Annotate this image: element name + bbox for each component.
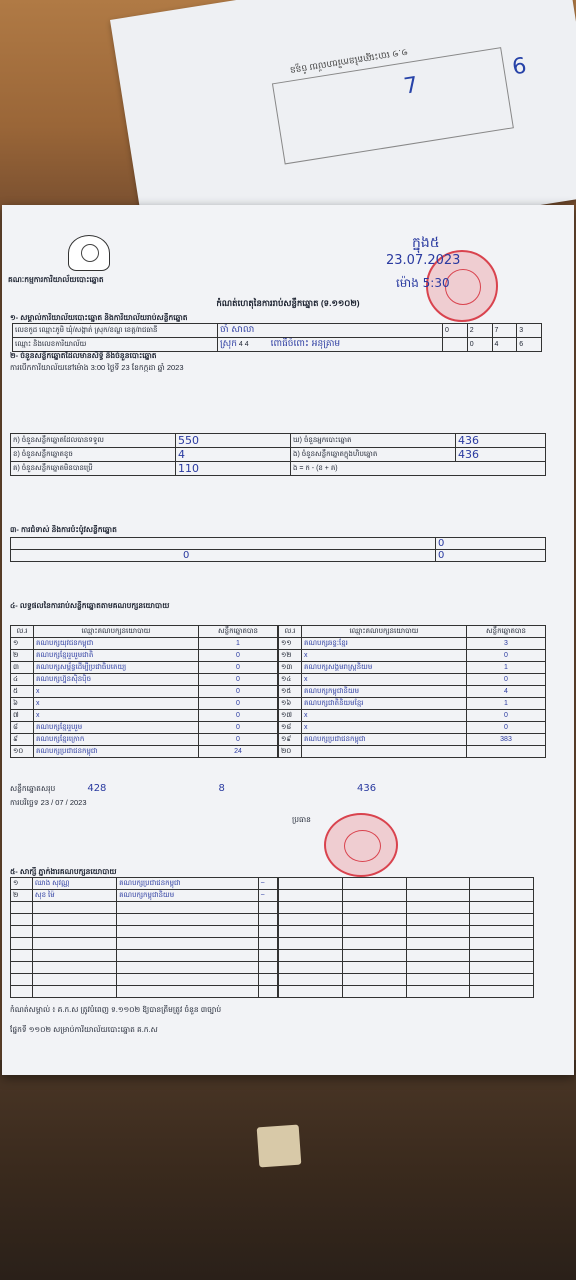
- witness-empty-cell: [11, 950, 33, 962]
- witness-empty-cell: [279, 890, 343, 902]
- col-no-right: ល.រ: [279, 626, 302, 638]
- code-cell-6: 4: [244, 341, 249, 348]
- witness-empty-cell: [406, 962, 470, 974]
- left-votes: 0: [199, 650, 278, 662]
- table-row: [279, 914, 534, 926]
- witness-empty-cell: [342, 950, 406, 962]
- witness-empty-cell: [11, 986, 33, 998]
- total-all: 436: [356, 783, 377, 794]
- witness-empty-cell: [279, 986, 343, 998]
- witness-empty-cell: [117, 962, 259, 974]
- witness-empty-cell: [279, 962, 343, 974]
- left-name: គណបក្សប្រជាជនកម្ពុជា: [34, 746, 199, 758]
- table-row: [279, 674, 546, 686]
- witness-empty-cell: [470, 974, 534, 986]
- witness-empty-cell: [342, 938, 406, 950]
- right-votes: 3: [467, 638, 546, 650]
- right-name: x: [302, 674, 467, 686]
- witness-empty-cell: [117, 974, 259, 986]
- date-line: ការបរិច្ឆេទ 23 / 07 / 2023: [10, 798, 87, 807]
- witness-empty-cell: [342, 890, 406, 902]
- witness-empty-cell: [258, 986, 277, 998]
- table-row: [279, 974, 534, 986]
- right-name: x: [302, 650, 467, 662]
- left-name: x: [34, 686, 199, 698]
- witness-empty-cell: [258, 950, 277, 962]
- table-row: [279, 746, 546, 758]
- footer-note-2: ផ្នែកទី ១១០២ សម្រាប់ការិយាល័យបោះឆ្នោត គ.ក.ស: [10, 1025, 158, 1034]
- right-votes: 4: [467, 686, 546, 698]
- witness-table-right: [278, 877, 534, 998]
- witness-empty-cell: [11, 926, 33, 938]
- witness-empty-cell: [406, 974, 470, 986]
- right-votes: 0: [467, 722, 546, 734]
- left-name: គណបក្សយុវជនកម្ពុជា: [34, 638, 199, 650]
- back-handwritten-2: 6: [510, 53, 529, 81]
- left-votes: 0: [199, 710, 278, 722]
- witness-empty-cell: [342, 986, 406, 998]
- right-name: គណបក្សជាតិនិយមខ្មែរ: [302, 698, 467, 710]
- table-row: [11, 986, 278, 998]
- left-no: ១០: [11, 746, 34, 758]
- witness-empty-cell: [32, 950, 116, 962]
- witness-empty-cell: [342, 914, 406, 926]
- table-row: [279, 722, 546, 734]
- totals-line: [10, 783, 566, 795]
- party-table-right: [278, 625, 546, 758]
- left-votes: 0: [199, 734, 278, 746]
- witness-empty-cell: [406, 926, 470, 938]
- stamp-date: 23.07.2023: [386, 253, 461, 268]
- left-no: ៥: [11, 686, 34, 698]
- table-row: [11, 746, 278, 758]
- back-handwritten-1: 7: [402, 72, 420, 100]
- party-table-left: [10, 625, 278, 758]
- section-1-table: [12, 323, 542, 352]
- code-cell-5: 4: [238, 341, 243, 348]
- row-c-label: គ) ចំនួនសន្លឹកឆ្នោតមិនបានប្រើ: [11, 462, 176, 476]
- witness-empty-cell: [470, 950, 534, 962]
- objection-value-3: 0: [438, 550, 445, 561]
- row-b-value: 4: [178, 448, 185, 461]
- table-row: [279, 710, 546, 722]
- witness-empty-cell: [11, 962, 33, 974]
- left-no: ៤: [11, 674, 34, 686]
- table-row: [279, 962, 534, 974]
- right-name: គណបក្សកម្ពុជានិយម: [302, 686, 467, 698]
- table-row: [279, 650, 546, 662]
- table-row: [279, 986, 534, 998]
- left-votes: 0: [199, 722, 278, 734]
- left-no: ៣: [11, 662, 34, 674]
- committee-label: គណៈកម្មការការិយាល័យបោះឆ្នោត: [8, 275, 104, 284]
- witness-empty-cell: [406, 878, 470, 890]
- left-no: ១: [11, 638, 34, 650]
- table-row: [11, 950, 278, 962]
- witness-empty-cell: [406, 890, 470, 902]
- right-votes: 1: [467, 698, 546, 710]
- code-cell-4: 3: [517, 324, 542, 338]
- section-2-title: ២- ចំនួនសន្លឹកឆ្នោតដែលមានសិទ្ធិ និងចំនួនបោះឆ្នោត: [10, 351, 157, 360]
- right-votes: 383: [467, 734, 546, 746]
- table-row: [279, 950, 534, 962]
- table-row: [279, 686, 546, 698]
- witness-empty-cell: [11, 914, 33, 926]
- witness-empty-cell: [342, 926, 406, 938]
- left-votes: 0: [199, 686, 278, 698]
- left-name: គណបក្សខ្មែររួបរួម: [34, 722, 199, 734]
- row-a-value: 550: [178, 434, 199, 447]
- objection-value-1: 0: [438, 538, 445, 549]
- left-no: ៨: [11, 722, 34, 734]
- section-3-title: ៣- ការជំទាស់ និងការប៉ះប៉ូវសន្លឹកឆ្នោត: [10, 525, 117, 534]
- witness-empty-cell: [342, 962, 406, 974]
- code-cell-7: 0: [467, 338, 492, 352]
- back-document-text: ១.១ បោះឆ្នោតនៃការិយាល័យ ចំនួន: [289, 46, 409, 76]
- table-row: [11, 734, 278, 746]
- objection-value-2: 0: [183, 550, 190, 561]
- right-name: x: [302, 722, 467, 734]
- table-row: [11, 650, 278, 662]
- witness-empty-cell: [32, 938, 116, 950]
- witness-empty-cell: [342, 878, 406, 890]
- total-valid: 428: [87, 783, 107, 794]
- left-name: គណបក្សសម្ព័ន្ធដើម្បីប្រជាធិបតេយ្យ: [34, 662, 199, 674]
- left-no: ៧: [11, 710, 34, 722]
- right-no: ១១: [279, 638, 302, 650]
- witness-empty-cell: [470, 962, 534, 974]
- row-a-label: ក) ចំនួនសន្លឹកឆ្នោតដែលបានទទួល: [11, 434, 176, 448]
- counts-table: [10, 433, 546, 476]
- witness-sign: ~: [258, 890, 277, 902]
- row-e-value: 436: [458, 448, 479, 461]
- left-no: ៩: [11, 734, 34, 746]
- right-name: គណបក្សឆន្ទៈខ្មែរ: [302, 638, 467, 650]
- witness-empty-cell: [258, 962, 277, 974]
- national-emblem: [68, 235, 110, 271]
- witness-table-left: [10, 877, 278, 998]
- right-no: ១៥: [279, 686, 302, 698]
- right-no: ១៩: [279, 734, 302, 746]
- left-name: គណបក្សហ្វ៊ុនស៊ិនប៉ិច: [34, 674, 199, 686]
- table-row: [279, 878, 534, 890]
- witness-empty-cell: [406, 938, 470, 950]
- right-no: ១៣: [279, 662, 302, 674]
- witness-empty-cell: [470, 938, 534, 950]
- witness-empty-cell: [406, 902, 470, 914]
- witness-no: ២: [11, 890, 33, 902]
- col-party-left: ឈ្មោះគណបក្សនយោបាយ: [34, 626, 199, 638]
- witness-empty-cell: [406, 986, 470, 998]
- code-cell-1: 0: [443, 324, 468, 338]
- table-row: [279, 938, 534, 950]
- table-row: [11, 674, 278, 686]
- row-b-label: ខ) ចំនួនសន្លឹកឆ្នោតខូច: [11, 448, 176, 462]
- table-row: [279, 926, 534, 938]
- witness-party: គណបក្សកម្ពុជានិយម: [117, 890, 259, 902]
- table-row: [11, 722, 278, 734]
- code-cell-9: 6: [517, 338, 542, 352]
- result-form: [2, 205, 574, 1075]
- witness-empty-cell: [258, 926, 277, 938]
- table-row: [11, 962, 278, 974]
- col-votes-right: សន្លឹកឆ្នោតបាន: [467, 626, 546, 638]
- witness-empty-cell: [117, 950, 259, 962]
- total-label: សន្លឹកឆ្នោតសរុប: [10, 784, 56, 793]
- formula: ង = ក - (ខ + គ): [291, 462, 546, 476]
- right-no: ២០: [279, 746, 302, 758]
- objections-table: [10, 537, 546, 562]
- row-e-label: ង) ចំនួនសន្លឹកឆ្នោតក្នុងហិបឆ្នោត: [291, 448, 456, 462]
- stamp-number: ក្នុង៥: [412, 235, 440, 251]
- row-d-label: ឃ) ចំនួនអ្នកបោះឆ្នោត: [291, 434, 456, 448]
- left-name: x: [34, 710, 199, 722]
- table-row: [11, 926, 278, 938]
- witness-empty-cell: [406, 950, 470, 962]
- witness-empty-cell: [406, 914, 470, 926]
- witness-empty-cell: [11, 974, 33, 986]
- witness-empty-cell: [117, 986, 259, 998]
- left-name: x: [34, 698, 199, 710]
- left-votes: 0: [199, 698, 278, 710]
- witness-empty-cell: [117, 926, 259, 938]
- right-name: គណបក្សសង្គមរាស្ត្រនិយម: [302, 662, 467, 674]
- stamp-time: ម៉ោង 5:30: [396, 276, 450, 290]
- witness-empty-cell: [32, 974, 116, 986]
- witness-empty-cell: [117, 938, 259, 950]
- row1-label: លេខកូដ ឈ្មោះភូមិ ឃុំ/សង្កាត់ ស្រុក/ខណ្ឌ ខេត្ត/រាជធានី: [13, 324, 218, 338]
- wood-label: [257, 1125, 302, 1168]
- witness-name: សុខ ម៉ៃ: [32, 890, 116, 902]
- witness-empty-cell: [342, 974, 406, 986]
- witness-empty-cell: [11, 902, 33, 914]
- table-row: [11, 890, 278, 902]
- table-row: [11, 938, 278, 950]
- left-votes: 0: [199, 674, 278, 686]
- witness-empty-cell: [279, 902, 343, 914]
- right-votes: 1: [467, 662, 546, 674]
- witness-empty-cell: [470, 914, 534, 926]
- right-no: ១២: [279, 650, 302, 662]
- col-party-right: ឈ្មោះគណបក្សនយោបាយ: [302, 626, 467, 638]
- right-votes: 0: [467, 674, 546, 686]
- table-row: [11, 914, 278, 926]
- section-5-title: ៥- សាក្សី ភ្នាក់ងារគណបក្សនយោបាយ: [10, 867, 117, 876]
- code-cell-2: 2: [467, 324, 492, 338]
- table-row: [11, 638, 278, 650]
- table-row: [11, 710, 278, 722]
- document-title: កំណត់ហេតុនៃការរាប់សន្លឹកឆ្នោត (ទ.១១០២): [216, 298, 360, 308]
- table-row: [279, 662, 546, 674]
- witness-empty-cell: [32, 902, 116, 914]
- total-invalid: 8: [218, 783, 225, 794]
- table-row: [11, 974, 278, 986]
- table-row: [11, 686, 278, 698]
- witness-empty-cell: [470, 878, 534, 890]
- footer-note-1: កំណត់សម្គាល់ ៖ គ.ក.ស ត្រូវបំពេញ ទ.១១០២ ឱ្យបានត្រឹមត្រូវ ចំនួន ៣ច្បាប់: [10, 1005, 222, 1014]
- witness-empty-cell: [279, 950, 343, 962]
- section-4-title: ៤- លទ្ធផលនៃការរាប់សន្លឹកឆ្នោតតាមគណបក្សនយោបាយ: [10, 601, 170, 610]
- row-c-value: 110: [178, 462, 199, 475]
- witness-empty-cell: [470, 902, 534, 914]
- witness-empty-cell: [32, 986, 116, 998]
- section-1-title: ១- សម្គាល់ការិយាល័យបោះឆ្នោត និងការិយាល័យរាប់សន្លឹកឆ្នោត: [10, 313, 188, 322]
- witness-empty-cell: [279, 926, 343, 938]
- right-votes: 0: [467, 650, 546, 662]
- section-2-text: ការបើកការិយាល័យនៅម៉ោង 3:00 ថ្ងៃទី 23 ខែកក្កដា ឆ្នាំ 2023: [10, 363, 184, 372]
- witness-empty-cell: [117, 902, 259, 914]
- witness-empty-cell: [258, 974, 277, 986]
- table-row: [11, 662, 278, 674]
- right-no: ១៨: [279, 722, 302, 734]
- witness-empty-cell: [258, 914, 277, 926]
- witness-empty-cell: [32, 914, 116, 926]
- location-1: ចាំ សាលា: [220, 325, 255, 335]
- witness-empty-cell: [117, 914, 259, 926]
- table-surface-bottom: [0, 1060, 576, 1280]
- left-no: ៦: [11, 698, 34, 710]
- right-no: ១៦: [279, 698, 302, 710]
- witness-empty-cell: [279, 974, 343, 986]
- witness-empty-cell: [32, 962, 116, 974]
- witness-empty-cell: [279, 914, 343, 926]
- table-row: [279, 638, 546, 650]
- table-row: [279, 890, 534, 902]
- table-row: [11, 902, 278, 914]
- witness-empty-cell: [11, 938, 33, 950]
- code-cell-8: 4: [492, 338, 517, 352]
- table-row: [279, 734, 546, 746]
- witness-empty-cell: [32, 926, 116, 938]
- witness-empty-cell: [470, 890, 534, 902]
- right-votes: [467, 746, 546, 758]
- table-row: [279, 698, 546, 710]
- right-name: x: [302, 710, 467, 722]
- witness-empty-cell: [279, 938, 343, 950]
- left-votes: 24: [199, 746, 278, 758]
- witness-empty-cell: [342, 902, 406, 914]
- col-votes-left: សន្លឹកឆ្នោតបាន: [199, 626, 278, 638]
- left-votes: 0: [199, 662, 278, 674]
- witness-empty-cell: [279, 878, 343, 890]
- witness-party: គណបក្សប្រជាជនកម្ពុជា: [117, 878, 259, 890]
- right-no: ១៤: [279, 674, 302, 686]
- witness-empty-cell: [470, 926, 534, 938]
- col-no-left: ល.រ: [11, 626, 34, 638]
- code-cell-3: 7: [492, 324, 517, 338]
- witness-no: ១: [11, 878, 33, 890]
- right-votes: 0: [467, 710, 546, 722]
- witness-empty-cell: [258, 902, 277, 914]
- left-name: គណបក្សខ្មែររួបរួមជាតិ: [34, 650, 199, 662]
- table-row: [279, 902, 534, 914]
- witness-name: ឈាង សុវណ្ណ: [32, 878, 116, 890]
- signature-label: ប្រធាន: [292, 815, 311, 824]
- witness-empty-cell: [470, 986, 534, 998]
- table-row: [11, 698, 278, 710]
- right-no: ១៧: [279, 710, 302, 722]
- table-row: [11, 878, 278, 890]
- row2-label: ឈ្មោះ និងលេខការិយាល័យ: [13, 338, 218, 352]
- left-no: ២: [11, 650, 34, 662]
- right-name: [302, 746, 467, 758]
- witness-empty-cell: [258, 938, 277, 950]
- left-name: គណបក្សខ្មែរក្រោក: [34, 734, 199, 746]
- left-votes: 1: [199, 638, 278, 650]
- row-d-value: 436: [458, 434, 479, 447]
- location-3: ពោធិ៍ចំពោះ អនុគ្រាម: [270, 339, 341, 349]
- right-name: គណបក្សប្រជាជនកម្ពុជា: [302, 734, 467, 746]
- witness-sign: ~: [258, 878, 277, 890]
- location-2: ស្រុក: [220, 339, 237, 349]
